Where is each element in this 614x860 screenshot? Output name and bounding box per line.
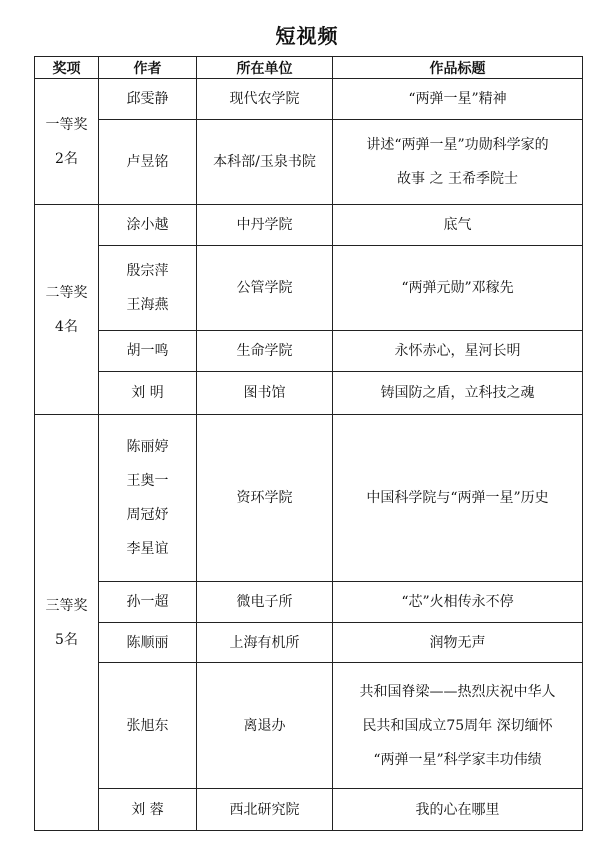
author-cell: 胡一鸣	[99, 331, 197, 372]
header-award: 奖项	[35, 57, 99, 79]
author-name: 陈丽婷	[126, 439, 169, 455]
author-cell	[99, 246, 197, 331]
work-cell	[333, 663, 583, 789]
work-line: 共和国脊梁——热烈庆祝中华人	[359, 683, 556, 700]
work-cell	[333, 120, 583, 205]
work-cell: 底气	[333, 205, 583, 246]
work-cell: “两弹一星”精神	[333, 79, 583, 120]
unit-cell: 中丹学院	[197, 205, 333, 246]
table-row	[35, 331, 583, 372]
author-name: 李星谊	[126, 541, 169, 557]
unit-cell: 本科部/玉泉书院	[197, 120, 333, 205]
award-count: 2名	[55, 150, 78, 167]
unit-cell: 微电子所	[197, 582, 333, 623]
award-count: 5名	[55, 631, 78, 648]
award-level: 二等奖	[45, 284, 88, 301]
unit-cell: 公管学院	[197, 246, 333, 331]
table-row	[35, 205, 583, 246]
author-cell: 卢昱铭	[99, 120, 197, 205]
work-cell: 我的心在哪里	[333, 789, 583, 831]
work-cell: “两弹元勋”邓稼先	[333, 246, 583, 331]
work-cell: “芯”火相传永不停	[333, 582, 583, 623]
author-cell	[99, 415, 197, 582]
work-line: 民共和国成立75周年 深切缅怀	[362, 717, 553, 734]
author-name: 王奥一	[126, 473, 169, 489]
award-cell-first	[35, 79, 99, 205]
work-cell: 中国科学院与“两弹一星”历史	[333, 415, 583, 582]
work-cell: 铸国防之盾，立科技之魂	[333, 372, 583, 415]
award-count: 4名	[55, 318, 78, 335]
author-name: 殷宗萍	[126, 263, 169, 279]
author-name: 周冠妤	[126, 507, 169, 523]
table-row	[35, 246, 583, 331]
table-header-row	[35, 57, 583, 79]
table-row	[35, 663, 583, 789]
author-name: 王海燕	[126, 297, 169, 313]
table-row	[35, 372, 583, 415]
award-cell-third	[35, 415, 99, 831]
unit-cell: 西北研究院	[197, 789, 333, 831]
award-cell-second	[35, 205, 99, 415]
work-line: 讲述“两弹一星”功勋科学家的	[366, 137, 549, 153]
unit-cell: 图书馆	[197, 372, 333, 415]
work-line: “两弹一星”科学家丰功伟绩	[373, 751, 542, 768]
unit-cell: 现代农学院	[197, 79, 333, 120]
unit-cell: 上海有机所	[197, 623, 333, 663]
table-row	[35, 120, 583, 205]
author-cell: 刘 蓉	[99, 789, 197, 831]
author-cell: 陈顺丽	[99, 623, 197, 663]
work-line: 故事 之 王希季院士	[397, 171, 518, 187]
unit-cell: 生命学院	[197, 331, 333, 372]
header-work: 作品标题	[333, 57, 583, 79]
work-cell: 永怀赤心，星河长明	[333, 331, 583, 372]
author-cell: 邱雯静	[99, 79, 197, 120]
author-cell: 孙一超	[99, 582, 197, 623]
author-cell: 张旭东	[99, 663, 197, 789]
unit-cell: 离退办	[197, 663, 333, 789]
awards-table	[34, 56, 583, 831]
author-cell: 涂小越	[99, 205, 197, 246]
header-author: 作者	[99, 57, 197, 79]
header-unit: 所在单位	[197, 57, 333, 79]
unit-cell: 资环学院	[197, 415, 333, 582]
work-cell: 润物无声	[333, 623, 583, 663]
table-row	[35, 623, 583, 663]
author-cell: 刘 明	[99, 372, 197, 415]
award-level: 一等奖	[45, 116, 88, 133]
page-title: 短视频	[275, 24, 339, 48]
table-row	[35, 415, 583, 582]
award-level: 三等奖	[45, 597, 88, 614]
table-row	[35, 79, 583, 120]
table-row	[35, 582, 583, 623]
table-row	[35, 789, 583, 831]
